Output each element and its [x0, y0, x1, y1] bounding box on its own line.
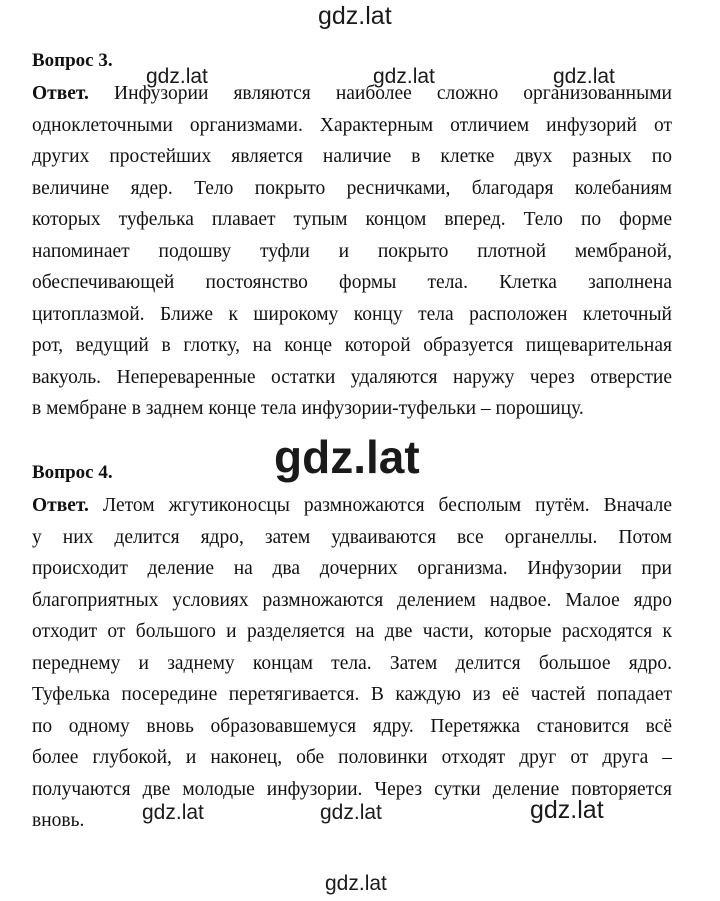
answer-line: [32, 78, 672, 110]
answer-line: обеспечивающей постоянство формы тела. Клетка заполнена: [32, 272, 672, 293]
answer-line: величине ядер. Тело покрыто ресничками, благодаря колебаниям: [32, 177, 672, 199]
question-3-section: [32, 48, 672, 425]
answer-text: Инфузории являются наиболее сложно организованными: [88, 83, 672, 104]
answer-line: переднему и заднему концам тела. Затем делится большое ядро.: [32, 652, 672, 674]
watermark-bottom-right: gdz.lat: [530, 796, 604, 824]
watermark-q3-center: gdz.lat: [373, 65, 435, 88]
question-3-heading: Вопрос 3.: [32, 50, 113, 71]
answer-text: Летом жгутиконосцы размножаются бесполым путём. Вначале: [88, 495, 672, 516]
answer-line: вакуоль. Непереваренные остатки удаляются наружу через отверстие: [32, 366, 672, 388]
answer-line: по одному вновь образовавшемуся ядру. Перетяжка становится всё: [32, 715, 672, 737]
answer-line: Туфелька посередине перетягивается. В каждую из её частей попадает: [32, 684, 672, 705]
question-4-section: [32, 460, 672, 837]
watermark-q3-left: gdz.lat: [146, 65, 208, 88]
answer-line: одноклеточными организмами. Характерным отличием инфузорий от: [32, 114, 672, 136]
answer-line: более глубокой, и наконец, обе половинки отходят друг от друга –: [32, 747, 672, 768]
question-4-heading: Вопрос 4.: [32, 462, 113, 483]
answer-line: у них делится ядро, затем удваиваются все органеллы. Потом: [32, 526, 672, 548]
answer-line: отходит от большого и разделяется на две части, которые расходятся к: [32, 621, 672, 642]
answer-line: благоприятных условиях размножаются делением надвое. Малое ядро: [32, 589, 672, 611]
answer-line: в мембране в заднем конце тела инфузории-туфельки – порошицу.: [32, 398, 584, 419]
answer-line: напоминает подошву туфли и покрыто плотной мембраной,: [32, 240, 672, 262]
answer-line: получаются две молодые инфузории. Через сутки деление повторяется: [32, 778, 672, 800]
watermark-q3-right: gdz.lat: [553, 65, 615, 88]
answer-label: Ответ.: [32, 83, 89, 104]
answer-line: других простейших является наличие в клетке двух разных по: [32, 146, 672, 167]
answer-line: [32, 490, 672, 522]
answer-line: цитоплазмой. Ближе к широкому концу тела расположен клеточный: [32, 303, 672, 325]
watermark-bottom-left: gdz.lat: [142, 801, 204, 824]
watermark-top: gdz.lat: [318, 2, 392, 30]
answer-line: рот, ведущий в глотку, на конце которой образуется пищеварительная: [32, 335, 672, 356]
answer-line: вновь.: [32, 810, 85, 831]
answer-line: происходит деление на два дочерних организма. Инфузории при: [32, 558, 672, 579]
watermark-footer: gdz.lat: [325, 872, 387, 895]
answer-label: Ответ.: [32, 495, 89, 516]
answer-line: которых туфелька плавает тупым концом вперед. Тело по форме: [32, 209, 672, 230]
watermark-bottom-center: gdz.lat: [320, 801, 382, 824]
watermark-center-large: gdz.lat: [274, 431, 420, 483]
